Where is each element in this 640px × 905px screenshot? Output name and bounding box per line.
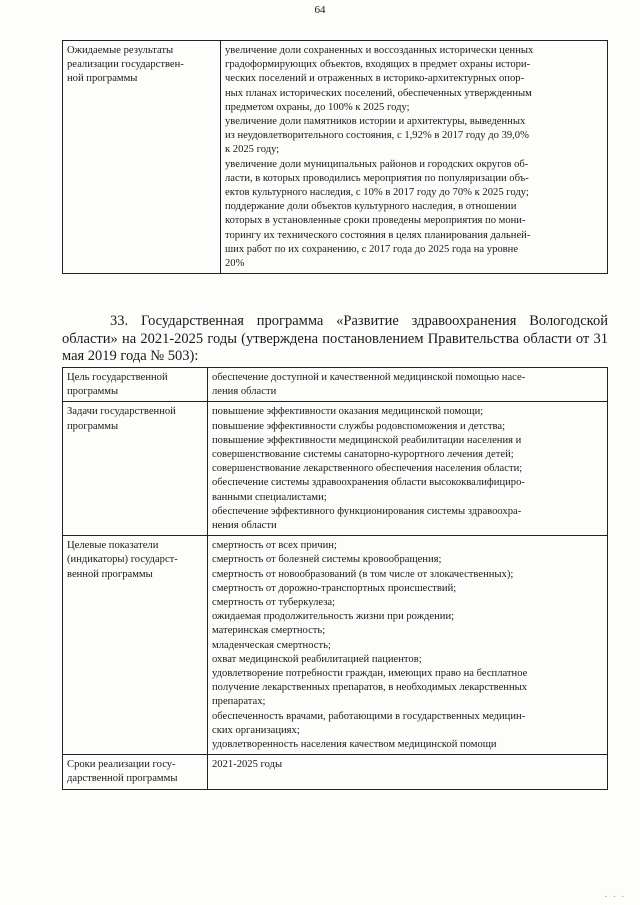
content-line: материнская смертность;: [212, 625, 326, 637]
row-content: [208, 402, 608, 536]
row-label: Задачи государственной программы: [63, 402, 208, 536]
content-line: ления области: [212, 386, 277, 398]
content-line: обеспеченность врачами, работающими в государственных медицин-: [212, 710, 526, 722]
table-row: [63, 41, 608, 274]
content-line: увеличение доли сохраненных и воссозданных исторически ценных: [225, 45, 534, 56]
row-content: [221, 41, 608, 274]
row-content: [208, 536, 608, 755]
row-label: Сроки реализации госу- дарственной программы: [63, 755, 208, 789]
scan-mark: . . .: [604, 889, 626, 899]
content-line: увеличение доли памятников истории и архитектуры, выведенных: [225, 116, 526, 128]
content-line: совершенствование системы санаторно-курортного лечения детей;: [212, 449, 514, 461]
content-line: ших работ по их сохранению, с 2017 года до 2025 года на уровне: [225, 243, 519, 255]
content-line: смертность от болезней системы кровообращения;: [212, 554, 442, 566]
content-line: 20%: [225, 258, 245, 270]
content-line: поддержание доли объектов культурного наследия, в отношении: [225, 201, 517, 213]
row-label: Цель государственной программы: [63, 368, 208, 402]
content-line: смертность от туберкулеза;: [212, 597, 336, 609]
content-line: повышение эффективности медицинской реабилитации населения и: [212, 434, 522, 446]
content-line: препаратах;: [212, 696, 266, 708]
content-line: ожидаемая продолжительность жизни при рождении;: [212, 611, 455, 623]
content-line: обеспечение доступной и качественной медицинской помощью насе-: [212, 372, 526, 383]
content-line: нения области: [212, 520, 277, 532]
content-line: которых в установленные сроки проведены мероприятия по мони-: [225, 215, 526, 227]
content-line: из неудовлетворительного состояния, с 1,92% в 2017 году до 39,0%: [225, 130, 529, 142]
content-line: младенческая смертность;: [212, 639, 331, 651]
content-line: смертность от всех причин;: [212, 540, 337, 552]
content-line: ческих поселений и отраженных в историко-архитектурных опор-: [225, 73, 525, 85]
content-line: к 2025 году;: [225, 144, 280, 156]
content-line: повышение эффективности службы родовспоможения и детства;: [212, 420, 506, 432]
content-line: охват медицинской реабилитацией пациентов;: [212, 653, 422, 665]
content-line: торингу их технического состояния в целях планирования дальней-: [225, 229, 531, 241]
content-line: совершенствование лекарственного обеспечения населения области;: [212, 463, 523, 475]
content-line: градоформирующих объектов, входящих в предмет охраны истори-: [225, 59, 531, 71]
table-row: [63, 536, 608, 755]
row-label: Целевые показатели (индикаторы) государст- венной программы: [63, 536, 208, 755]
content-line: обеспечение системы здравоохранения области высококвалифициро-: [212, 477, 525, 489]
row-content: [208, 755, 608, 789]
results-table-body: [63, 41, 608, 274]
content-line: предметом охраны, до 100% к 2025 году;: [225, 101, 410, 113]
content-line: ных планах исторических поселений, обеспеченных утвержденным: [225, 87, 532, 99]
table-row: [63, 755, 608, 789]
content-line: ских организациях;: [212, 724, 300, 736]
page-number: 64: [314, 4, 326, 16]
program-passport-table-body: [63, 368, 608, 790]
content-line: 2021-2025 годы: [212, 759, 283, 771]
content-line: удовлетворенность населения качеством медицинской помощи: [212, 739, 497, 751]
content-line: обеспечение эффективного функционирования системы здравоохра-: [212, 505, 522, 517]
content-line: ектов культурного наследия, с 10% в 2017 году до 70% к 2025 году;: [225, 187, 529, 199]
row-label: Ожидаемые результаты реализации государствен- ной программы: [63, 41, 221, 274]
content-line: получение лекарственных препаратов, в необходимых лекарственных: [212, 682, 528, 694]
row-content: [208, 368, 608, 402]
content-line: смертность от новообразований (в том числе от злокачественных);: [212, 568, 514, 580]
table-row: [63, 402, 608, 536]
program-heading: 33. Государственная программа «Развитие здравоохранения Вологодской области» на 2021-2025 годы (утверждена постановлением Правительства области от 31 мая 2019 года № 503):: [62, 313, 608, 364]
content-line: увеличение доли муниципальных районов и городских округов об-: [225, 158, 529, 170]
content-line: смертность от дорожно-транспортных происшествий;: [212, 582, 457, 594]
content-line: повышение эффективности оказания медицинской помощи;: [212, 406, 484, 418]
content-line: ванными специалистами;: [212, 491, 327, 503]
table-row: [63, 368, 608, 402]
program-passport-table: [62, 367, 608, 790]
content-line: ласти, в которых проводились мероприятия по популяризации объ-: [225, 172, 529, 184]
results-table: [62, 40, 608, 274]
content-line: удовлетворение потребности граждан, имеющих право на бесплатное: [212, 668, 528, 680]
